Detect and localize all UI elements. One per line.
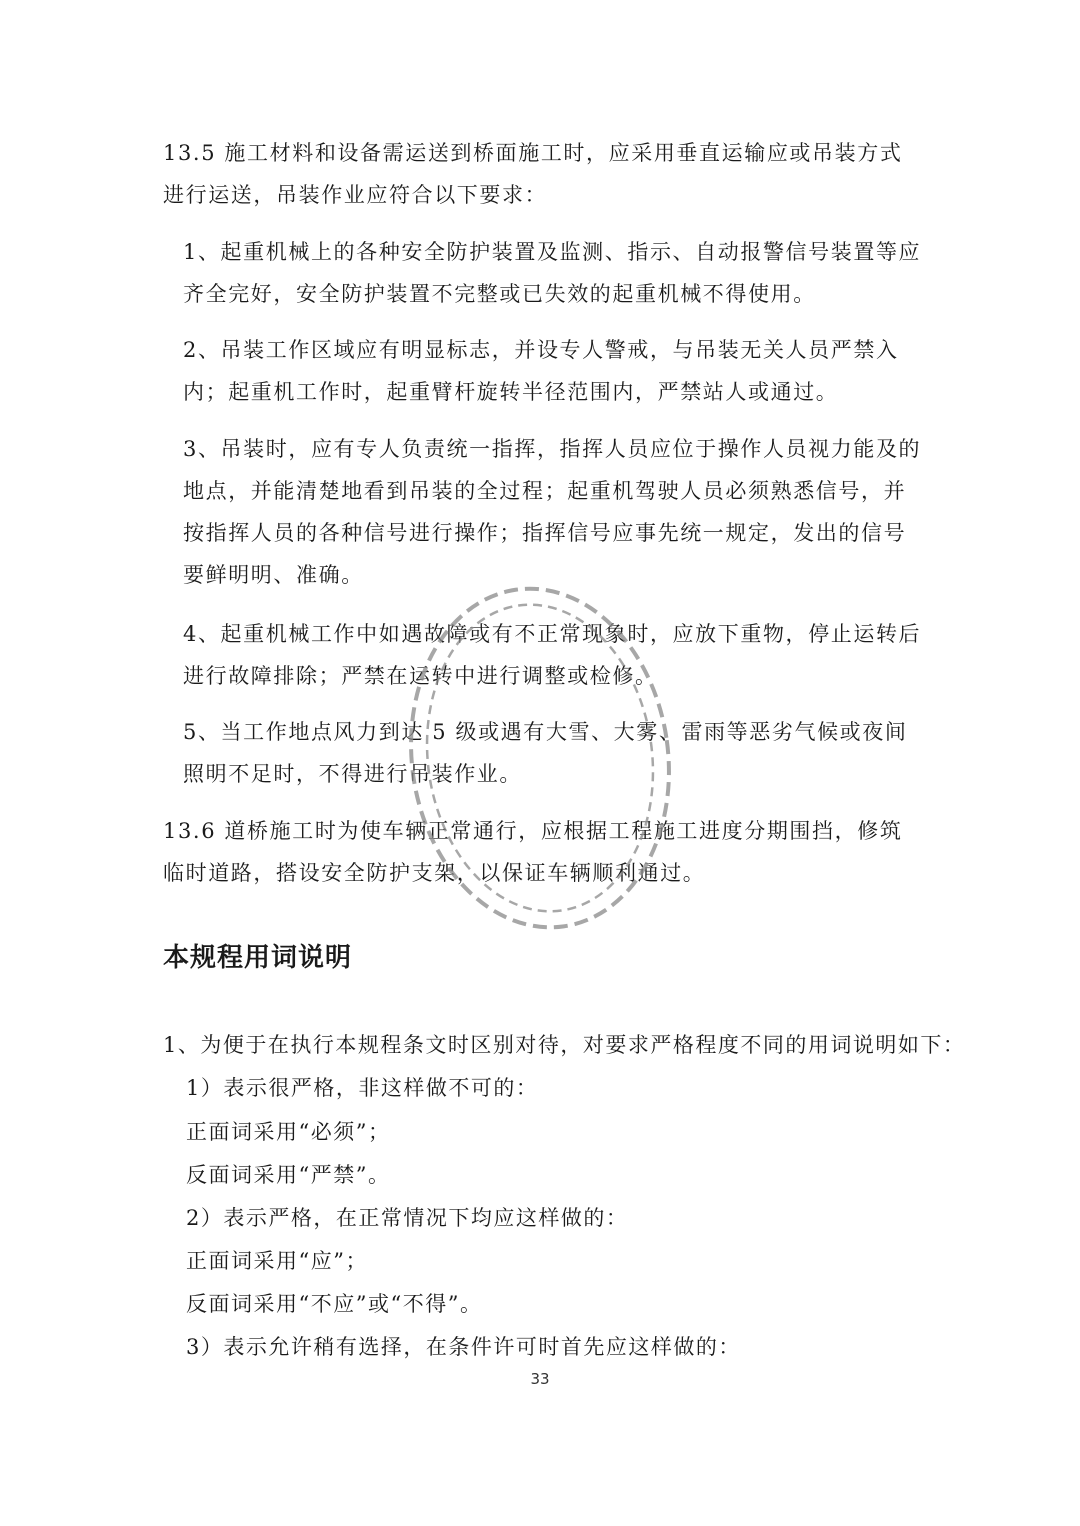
clause-13-6: 13.6 道桥施工时为使车辆正常通行，应根据工程施工进度分期围挡，修筑临时道路，搭设安全防护支架，以保证车辆顺利通过。 [163, 819, 903, 885]
page-number: 33 [530, 1370, 550, 1388]
clause-13-5: 13.5 施工材料和设备需运送到桥面施工时，应采用垂直运输应或吊装方式进行运送，吊装作业应符合以下要求： [163, 141, 903, 207]
terms-line: 反面词采用“严禁”。 [186, 1163, 391, 1187]
requirement-item-2: 2、吊装工作区域应有明显标志，并设专人警戒，与吊装无关人员严禁入内；起重机工作时，起重臂杆旋转半径范围内，严禁站人或通过。 [183, 338, 899, 404]
terms-line: 反面词采用“不应”或“不得”。 [186, 1292, 483, 1316]
terms-line: 1）表示很严格，非这样做不可的： [186, 1076, 539, 1100]
requirement-item-3: 3、吊装时，应有专人负责统一指挥，指挥人员应位于操作人员视力能及的地点，并能清楚地看到吊装的全过程；起重机驾驶人员必须熟悉信号，并按指挥人员的各种信号进行操作；指挥信号应事先统一规定，发出的信号要鲜明明、准确。 [183, 437, 922, 587]
terms-intro: 1、为便于在执行本规程条文时区别对待，对要求严格程度不同的用词说明如下： [163, 1033, 966, 1057]
terms-line: 正面词采用“必须”； [186, 1120, 391, 1144]
terms-line: 3）表示允许稍有选择，在条件许可时首先应这样做的： [186, 1335, 741, 1359]
terms-heading: 本规程用词说明 [163, 943, 353, 973]
terms-line: 2）表示严格，在正常情况下均应这样做的： [186, 1206, 629, 1230]
requirement-item-4: 4、起重机械工作中如遇故障或有不正常现象时，应放下重物，停止运转后进行故障排除；严禁在运转中进行调整或检修。 [183, 622, 922, 688]
terms-line: 正面词采用“应”； [186, 1249, 368, 1273]
requirement-item-1: 1、起重机械上的各种安全防护装置及监测、指示、自动报警信号装置等应齐全完好，安全防护装置不完整或已失效的起重机械不得使用。 [183, 240, 922, 306]
requirement-item-5: 5、当工作地点风力到达 5 级或遇有大雪、大雾、雷雨等恶劣气候或夜间照明不足时，不得进行吊装作业。 [183, 720, 908, 786]
